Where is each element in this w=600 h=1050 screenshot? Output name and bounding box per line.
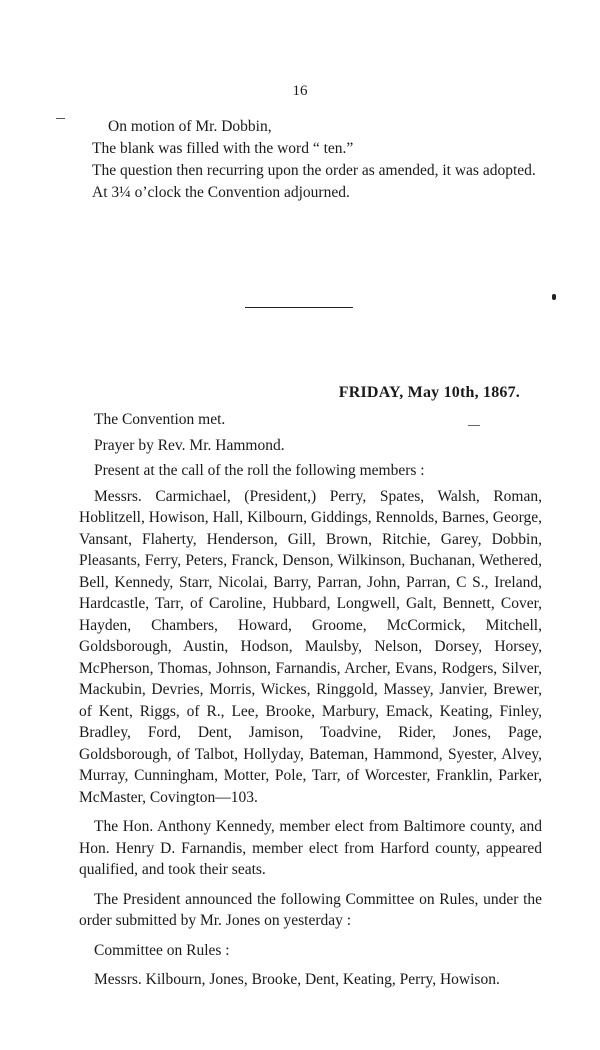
prayer-paragraph: Prayer by Rev. Mr. Hammond.	[94, 436, 285, 454]
members-roll-paragraph: Messrs. Carmichael, (President,) Perry, Spates, Walsh, Roman, Hoblitzell, Howison, Hall, Kilbourn, Giddings, Rennolds, Barnes, George, Vansant, Flaherty, Henderson, Gill, Brown, Ritchie, Garey, Dobbin, Pleasants, Ferry, Peters, Franck, Denson, Wilkinson, Buchanan, Wethered, Bell, Kennedy, Starr, Nicolai, Barry, Parran, John, Parran, C S., Ireland, Hardcastle, Tarr, of Caroline, Hubbard, Longwell, Galt, Bennett, Cover, Hayden, Chambers, Howard, Groome, McCormick, Mitchell, Goldsborough, Austin, Hodson, Maulsby, Nelson, Dorsey, Horsey, McPherson, Thomas, Johnson, Farnandis, Archer, Evans, Rodgers, Silver, Mackubin, Devries, Morris, Wickes, Ringgold, Massey, Janvier, Brewer, of Kent, Riggs, of R., Lee, Brooke, Marbury, Emack, Keating, Finley, Bradley, Ford, Dent, Jamison, Toadvine, Rider, Jones, Page, Goldsborough, of Talbot, Hollyday, Bateman, Hammond, Syester, Alvey, Murray, Cunningham, Motter, Pole, Tarr, of Worcester, Franklin, Parker, McMaster, Covington—103.	[79, 487, 542, 806]
section-divider	[245, 307, 353, 308]
president-announced-paragraph: The President announced the following Committee on Rules, under the order submitted by Mr. Jones on yesterday :	[79, 890, 542, 929]
question-paragraph: The question then recurring upon the order as amended, it was adopted.	[92, 162, 536, 179]
committee-heading: Committee on Rules :	[94, 941, 230, 959]
hon-kennedy-paragraph: The Hon. Anthony Kennedy, member elect from Baltimore county, and Hon. Henry D. Farnandis, member elect from Harford county, appeared qualified, and took their seats.	[79, 818, 542, 878]
page-number: 16	[292, 83, 308, 99]
motion-paragraph: On motion of Mr. Dobbin,	[108, 118, 272, 135]
proceedings-friday	[79, 409, 542, 995]
convention-met-paragraph: The Convention met.	[94, 411, 226, 428]
adjourned-paragraph: At 3¼ o’clock the Convention adjourned.	[92, 184, 350, 201]
present-intro-paragraph: Present at the call of the roll the following members :	[94, 462, 425, 479]
committee-members-paragraph: Messrs. Kilbourn, Jones, Brooke, Dent, Keating, Perry, Howison.	[94, 971, 500, 988]
proceedings-thursday-end	[75, 116, 545, 204]
blank-filled-paragraph: The blank was filled with the word “ ten.”	[92, 140, 354, 157]
margin-mark	[56, 118, 65, 119]
ink-spot	[552, 294, 556, 300]
dateline: FRIDAY, May 10th, 1867.	[338, 384, 520, 401]
